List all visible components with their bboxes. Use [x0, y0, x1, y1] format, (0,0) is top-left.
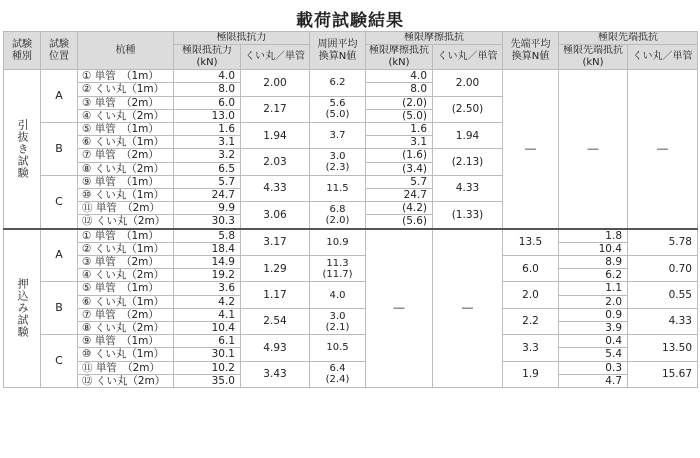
friction-kn-cell: 3.1: [366, 136, 433, 149]
ultimate-load-cell: 10.2: [174, 361, 241, 374]
pile-type-cell: ⑦ 単管 （2m）: [78, 308, 174, 321]
friction-ratio-cell: 2.00: [433, 70, 503, 96]
ultimate-load-cell: 10.4: [174, 322, 241, 335]
test-position-cell: C: [41, 335, 78, 388]
ultimate-load-cell: 24.7: [174, 189, 241, 202]
ultimate-load-cell: 6.1: [174, 335, 241, 348]
header-avg-n-tip: 先端平均 換算N値: [503, 32, 559, 70]
ultimate-load-cell: 14.9: [174, 256, 241, 269]
header-tip-kn: 極限先端抵抗 (kN): [559, 45, 628, 70]
avg-n-perimeter-cell: 11.3 (11.7): [310, 256, 366, 282]
tip-kn-cell: 0.4: [559, 335, 628, 348]
friction-ratio-cell: (2.13): [433, 149, 503, 175]
table-row: [4, 256, 698, 269]
ultimate-load-cell: 4.0: [174, 70, 241, 83]
ultimate-load-cell: 8.0: [174, 83, 241, 96]
ultimate-load-cell: 5.7: [174, 175, 241, 188]
tip-kn-cell: 1.1: [559, 282, 628, 295]
friction-ratio-dash: ―: [433, 229, 503, 388]
table-row: [4, 361, 698, 374]
friction-kn-cell: 8.0: [366, 83, 433, 96]
ultimate-ratio-cell: 1.29: [241, 256, 310, 282]
ultimate-ratio-cell: 3.17: [241, 229, 310, 256]
tip-avg-n-cell: 3.3: [503, 335, 559, 361]
avg-n-perimeter-cell: 6.8 (2.0): [310, 202, 366, 229]
table-row: [4, 229, 698, 243]
header-tip-resistance: 極限先端抵抗: [559, 32, 698, 45]
avg-n-perimeter-cell: 6.4 (2.4): [310, 361, 366, 387]
header-tip-ratio: くい丸／単管: [628, 45, 698, 70]
load-test-table: [3, 31, 698, 388]
tip-ratio-cell: 0.55: [628, 282, 698, 308]
tip-kn-cell: 8.9: [559, 256, 628, 269]
tip-kn-cell: 1.8: [559, 229, 628, 243]
pile-type-cell: ③ 単管 （2m）: [78, 96, 174, 109]
friction-kn-cell: (5.0): [366, 109, 433, 122]
tip-avg-n-cell: 6.0: [503, 256, 559, 282]
ultimate-load-cell: 30.1: [174, 348, 241, 361]
friction-kn-cell: (1.6): [366, 149, 433, 162]
ultimate-ratio-cell: 4.33: [241, 175, 310, 201]
tip-kn-cell: 2.0: [559, 295, 628, 308]
avg-n-perimeter-cell: 3.0 (2.1): [310, 308, 366, 334]
pile-type-cell: ⑫ くい丸（2m）: [78, 374, 174, 387]
table-body: [4, 70, 698, 388]
header-friction-ratio: くい丸／単管: [433, 45, 503, 70]
pile-type-cell: ⑤ 単管 （1m）: [78, 282, 174, 295]
pile-type-cell: ⑤ 単管 （1m）: [78, 123, 174, 136]
pile-type-cell: ② くい丸（1m）: [78, 242, 174, 255]
friction-ratio-cell: 4.33: [433, 175, 503, 201]
tip-kn-cell: 4.7: [559, 374, 628, 387]
tip-ratio-cell: 0.70: [628, 256, 698, 282]
pile-type-cell: ⑩ くい丸（1m）: [78, 189, 174, 202]
ultimate-load-cell: 18.4: [174, 242, 241, 255]
test-position-cell: C: [41, 175, 78, 228]
ultimate-load-cell: 9.9: [174, 202, 241, 215]
pile-type-cell: ⑥ くい丸（1m）: [78, 295, 174, 308]
ultimate-load-cell: 3.2: [174, 149, 241, 162]
tip-avg-n-cell: 2.0: [503, 282, 559, 308]
avg-n-perimeter-cell: 11.5: [310, 175, 366, 201]
ultimate-load-cell: 35.0: [174, 374, 241, 387]
tip-avg-n-cell: 1.9: [503, 361, 559, 387]
tip-ratio-cell: 4.33: [628, 308, 698, 334]
ultimate-load-cell: 6.0: [174, 96, 241, 109]
tip-kn-dash: ―: [559, 70, 628, 229]
friction-ratio-cell: 1.94: [433, 123, 503, 149]
header-test-type: 試験 種別: [4, 32, 41, 70]
header-ultimate-capacity: 極限抵抗力: [174, 32, 310, 45]
ultimate-ratio-cell: 1.17: [241, 282, 310, 308]
pile-type-cell: ④ くい丸（2m）: [78, 269, 174, 282]
pile-type-cell: ⑪ 単管 （2m）: [78, 202, 174, 215]
ultimate-ratio-cell: 2.17: [241, 96, 310, 122]
friction-kn-cell: (5.6): [366, 215, 433, 229]
pile-type-cell: ⑧ くい丸（2m）: [78, 162, 174, 175]
ultimate-ratio-cell: 3.06: [241, 202, 310, 229]
pile-type-cell: ⑫ くい丸（2m）: [78, 215, 174, 229]
tip-ratio-dash: ―: [628, 70, 698, 229]
ultimate-load-cell: 5.8: [174, 229, 241, 243]
pile-type-cell: ⑪ 単管 （2m）: [78, 361, 174, 374]
pile-type-cell: ⑩ くい丸（1m）: [78, 348, 174, 361]
pile-type-cell: ⑨ 単管 （1m）: [78, 335, 174, 348]
pile-type-cell: ⑨ 単管 （1m）: [78, 175, 174, 188]
pile-type-cell: ⑦ 単管 （2m）: [78, 149, 174, 162]
pile-type-cell: ① 単管 （1m）: [78, 229, 174, 243]
friction-kn-cell: 5.7: [366, 175, 433, 188]
tip-ratio-cell: 13.50: [628, 335, 698, 361]
friction-ratio-cell: (2.50): [433, 96, 503, 122]
ultimate-ratio-cell: 1.94: [241, 123, 310, 149]
pile-type-cell: ② くい丸（1m）: [78, 83, 174, 96]
ultimate-ratio-cell: 2.03: [241, 149, 310, 175]
header-friction-kn: 極限摩擦抵抗 (kN): [366, 45, 433, 70]
friction-ratio-cell: (1.33): [433, 202, 503, 229]
tip-avg-n-dash: ―: [503, 70, 559, 229]
pile-type-cell: ① 単管 （1m）: [78, 70, 174, 83]
page-title: 載荷試験結果: [296, 11, 404, 31]
avg-n-perimeter-cell: 10.9: [310, 229, 366, 256]
test-position-cell: A: [41, 70, 78, 123]
friction-kn-dash: ―: [366, 229, 433, 388]
header-avg-n-perimeter: 周囲平均 換算N値: [310, 32, 366, 70]
tip-kn-cell: 6.2: [559, 269, 628, 282]
friction-kn-cell: (3.4): [366, 162, 433, 175]
ultimate-load-cell: 6.5: [174, 162, 241, 175]
tip-avg-n-cell: 2.2: [503, 308, 559, 334]
pile-type-cell: ④ くい丸（2m）: [78, 109, 174, 122]
header-ult-load-kn: 極限抵抗力 (kN): [174, 45, 241, 70]
table-row: [4, 282, 698, 295]
ultimate-ratio-cell: 4.93: [241, 335, 310, 361]
test-type-cell: 押込み試験: [4, 229, 41, 388]
tip-kn-cell: 0.9: [559, 308, 628, 321]
ultimate-load-cell: 3.6: [174, 282, 241, 295]
ultimate-load-cell: 19.2: [174, 269, 241, 282]
pile-type-cell: ⑥ くい丸（1m）: [78, 136, 174, 149]
header-pile-type: 杭種: [78, 32, 174, 70]
avg-n-perimeter-cell: 3.0 (2.3): [310, 149, 366, 175]
friction-kn-cell: 1.6: [366, 123, 433, 136]
avg-n-perimeter-cell: 6.2: [310, 70, 366, 96]
tip-ratio-cell: 15.67: [628, 361, 698, 387]
tip-avg-n-cell: 13.5: [503, 229, 559, 256]
ultimate-ratio-cell: 2.00: [241, 70, 310, 96]
ultimate-load-cell: 4.2: [174, 295, 241, 308]
ultimate-load-cell: 1.6: [174, 123, 241, 136]
test-position-cell: A: [41, 229, 78, 282]
table-row: [4, 70, 698, 83]
ultimate-ratio-cell: 2.54: [241, 308, 310, 334]
header-ult-ratio: くい丸／単管: [241, 45, 310, 70]
pile-type-cell: ③ 単管 （2m）: [78, 256, 174, 269]
ultimate-load-cell: 30.3: [174, 215, 241, 229]
tip-kn-cell: 5.4: [559, 348, 628, 361]
avg-n-perimeter-cell: 10.5: [310, 335, 366, 361]
ultimate-load-cell: 3.1: [174, 136, 241, 149]
friction-kn-cell: 4.0: [366, 70, 433, 83]
friction-kn-cell: (2.0): [366, 96, 433, 109]
avg-n-perimeter-cell: 4.0: [310, 282, 366, 308]
header-friction: 極限摩擦抵抗: [366, 32, 503, 45]
avg-n-perimeter-cell: 3.7: [310, 123, 366, 149]
test-type-cell: 引抜き試験: [4, 70, 41, 229]
table-row: [4, 308, 698, 321]
table-row: [4, 335, 698, 348]
tip-kn-cell: 10.4: [559, 242, 628, 255]
header-test-position: 試験 位置: [41, 32, 78, 70]
tip-kn-cell: 0.3: [559, 361, 628, 374]
friction-kn-cell: 24.7: [366, 189, 433, 202]
avg-n-perimeter-cell: 5.6 (5.0): [310, 96, 366, 122]
ultimate-ratio-cell: 3.43: [241, 361, 310, 387]
pile-type-cell: ⑧ くい丸（2m）: [78, 322, 174, 335]
test-position-cell: B: [41, 123, 78, 176]
tip-ratio-cell: 5.78: [628, 229, 698, 256]
ultimate-load-cell: 13.0: [174, 109, 241, 122]
ultimate-load-cell: 4.1: [174, 308, 241, 321]
friction-kn-cell: (4.2): [366, 202, 433, 215]
tip-kn-cell: 3.9: [559, 322, 628, 335]
test-position-cell: B: [41, 282, 78, 335]
